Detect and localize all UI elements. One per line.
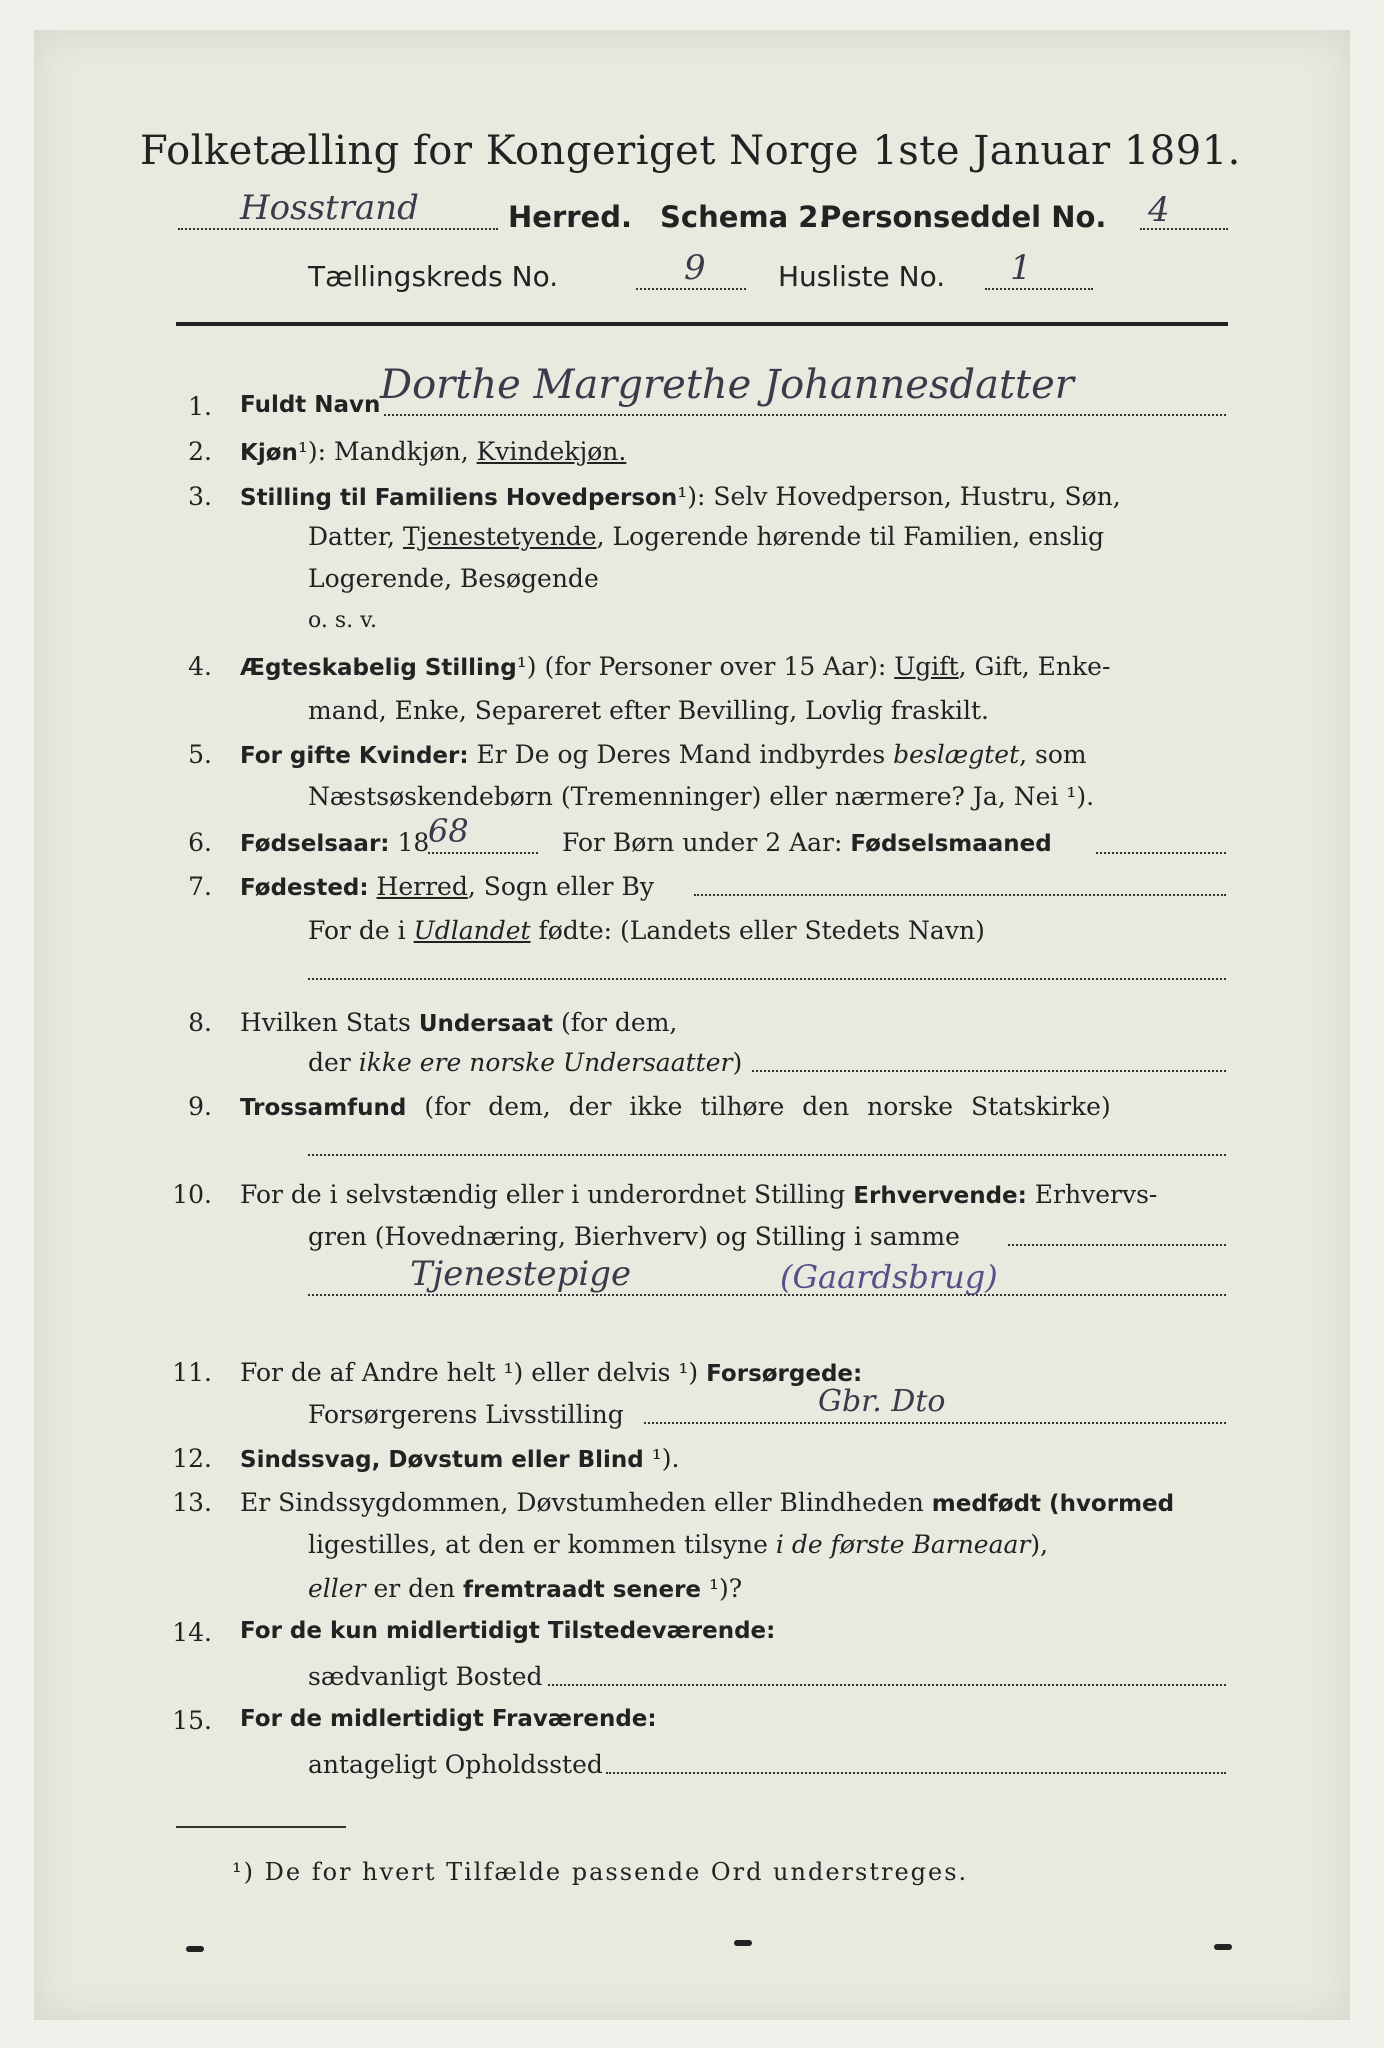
item-7-italic: Udlandet xyxy=(413,916,531,945)
form-title: Folketælling for Kongeriget Norge 1ste Januar 1891. xyxy=(140,128,1241,174)
header-rule xyxy=(176,322,1228,326)
item-7-dotline xyxy=(694,894,1226,896)
item-13-l2a: ligestilles, at den er kommen tilsyne xyxy=(308,1530,776,1559)
item-13-italic: i de første Barneaar xyxy=(775,1530,1031,1559)
item-14-label: For de kun midlertidigt Tilstedeværende: xyxy=(240,1618,776,1644)
item-6-line-b xyxy=(562,828,1052,857)
item-13-number: 13. xyxy=(172,1488,212,1517)
item-9-rest: (for dem, der ikke tilhøre den norske Statskirke) xyxy=(406,1092,1111,1121)
item-13-l3a: er den xyxy=(365,1574,464,1603)
item-3-line xyxy=(240,482,1121,511)
item-8-rest: (for dem, xyxy=(553,1008,678,1037)
item-9-label: Trossamfund xyxy=(240,1095,407,1121)
item-6-label: Fødselsaar: xyxy=(240,831,390,857)
item-8-line2: der ikke ere norske Undersaatter) xyxy=(308,1048,743,1077)
item-5-rest: Er De og Deres Mand indbyrdes xyxy=(468,740,894,769)
item-10-dotline2 xyxy=(308,1294,1226,1296)
item-2-label: Kjøn xyxy=(240,440,298,466)
item-3-line3: Logerende, Besøgende xyxy=(308,564,599,593)
item-7-number: 7. xyxy=(188,872,212,901)
item-7-line2 xyxy=(308,916,985,945)
item-3-rest: ¹): Selv Hovedperson, Hustru, Søn, xyxy=(677,482,1121,511)
item-3-l2a: Datter, xyxy=(308,522,403,551)
item-7-l2b: fødte: (Landets eller Stedets Navn) xyxy=(530,916,985,945)
item-10-number: 10. xyxy=(172,1180,212,1209)
item-14-dotline xyxy=(548,1684,1226,1686)
item-14-line2: sædvanligt Bosted xyxy=(308,1662,543,1691)
item-3-line4: o. s. v. xyxy=(308,608,377,633)
herred-label: Herred. xyxy=(508,200,632,234)
item-6-dotline xyxy=(428,852,538,854)
item-13-l3c: ¹)? xyxy=(701,1574,743,1603)
item-1-label: Fuldt Navn xyxy=(240,392,381,418)
item-15-number: 15. xyxy=(172,1706,212,1735)
item-5-rest2: , som xyxy=(1019,740,1087,769)
item-10-rest: Erhvervs- xyxy=(1026,1180,1158,1209)
item-2-line xyxy=(240,437,626,466)
personseddel-value: 4 xyxy=(1148,190,1170,230)
item-6-dotline2 xyxy=(1096,852,1226,854)
item-15-label: For de midlertidigt Fraværende: xyxy=(240,1706,657,1732)
item-7-label: Fødested: xyxy=(240,875,369,901)
item-8-number: 8. xyxy=(188,1008,212,1037)
item-3-label: Stilling til Familiens Hovedperson xyxy=(240,485,678,511)
item-2-choice: Kvindekjøn. xyxy=(476,437,627,466)
item-13-line xyxy=(240,1488,1174,1517)
item-3-choice: Tjenestetyende xyxy=(402,522,597,551)
husliste-label: Husliste No. xyxy=(778,260,946,293)
husliste-value: 1 xyxy=(1010,248,1032,288)
item-10-dotline xyxy=(1008,1244,1226,1246)
item-11-label: Forsørgede: xyxy=(706,1361,863,1387)
item-11-line2: Forsørgerens Livsstilling xyxy=(308,1400,624,1429)
item-5-number: 5. xyxy=(188,740,212,769)
footnote-rule xyxy=(176,1826,346,1828)
item-8-pre: Hvilken Stats xyxy=(240,1008,419,1037)
item-12-rest: ¹). xyxy=(643,1444,680,1473)
herred-value: Hosstrand xyxy=(240,188,419,228)
item-9-line xyxy=(240,1092,1111,1121)
item-3-number: 3. xyxy=(188,482,212,511)
item-12-line xyxy=(240,1444,679,1473)
item-14-number: 14. xyxy=(172,1618,212,1647)
item-2-rest: ¹): Mandkjøn, xyxy=(297,437,477,466)
edge-mark-right xyxy=(1214,1944,1232,1950)
edge-mark-left xyxy=(186,1946,204,1952)
item-13-l2b: ), xyxy=(1030,1530,1049,1559)
item-8-italic: ikke ere norske Undersaatter xyxy=(358,1048,733,1077)
item-5-label: For gifte Kvinder: xyxy=(240,743,469,769)
personseddel-dotline xyxy=(1140,228,1228,230)
item-10-pre: For de i selvstændig eller i underordnet Stilling xyxy=(240,1180,854,1209)
item-10-value: Tjenestepige xyxy=(410,1254,632,1294)
item-7-dotline2 xyxy=(308,978,1226,980)
item-10-line xyxy=(240,1180,1157,1209)
item-3-line2 xyxy=(308,522,1104,551)
husliste-dotline xyxy=(985,288,1093,290)
item-7-l2a: For de i xyxy=(308,916,414,945)
item-10-label: Erhvervende: xyxy=(853,1183,1027,1209)
item-8-l2a: der xyxy=(308,1048,359,1077)
personseddel-label: Personseddel No. xyxy=(820,200,1107,234)
schema-label: Schema 2. xyxy=(660,200,830,234)
item-15-line2: antageligt Opholdssted xyxy=(308,1750,603,1779)
item-11-dotline xyxy=(644,1422,1226,1424)
item-13-l3-bold: fremtraadt senere xyxy=(463,1577,702,1603)
item-4-rest: ¹) (for Personer over 15 Aar): xyxy=(516,652,895,681)
item-2-number: 2. xyxy=(188,437,212,466)
item-1-number: 1. xyxy=(188,392,212,421)
item-12-label: Sindssvag, Døvstum eller Blind xyxy=(240,1447,644,1473)
census-form-page xyxy=(34,30,1350,2020)
item-4-rest2: , Gift, Enke- xyxy=(958,652,1111,681)
item-9-dotline xyxy=(308,1154,1226,1156)
item-9-number: 9. xyxy=(188,1092,212,1121)
item-13-label: medfødt (hvormed xyxy=(931,1491,1175,1517)
item-4-label: Ægteskabelig Stilling xyxy=(240,655,517,681)
item-12-number: 12. xyxy=(172,1444,212,1473)
item-4-line2: mand, Enke, Separeret efter Bevilling, Lovlig fraskilt. xyxy=(308,696,989,725)
item-11-value: Gbr. Dto xyxy=(818,1384,946,1419)
item-4-number: 4. xyxy=(188,652,212,681)
item-15-dotline xyxy=(606,1772,1226,1774)
edge-mark-center xyxy=(734,1940,752,1946)
herred-dotline xyxy=(178,228,498,230)
item-10-line2: gren (Hovednæring, Bierhverv) og Stilling i samme xyxy=(308,1222,960,1251)
item-6-value: 68 xyxy=(428,812,469,850)
item-11-number: 11. xyxy=(172,1358,212,1387)
item-5-line2: Næstsøskendebørn (Tremenninger) eller nærmere? Ja, Nei ¹). xyxy=(308,782,1095,811)
item-1-dotline xyxy=(384,414,1226,416)
item-13-l3-italic: eller xyxy=(308,1574,366,1603)
item-7-rest: , Sogn eller By xyxy=(467,872,654,901)
taellingskreds-label: Tællingskreds No. xyxy=(308,260,559,293)
item-4-line xyxy=(240,652,1110,681)
item-1-value: Dorthe Margrethe Johannesdatter xyxy=(380,362,1074,408)
item-6-line xyxy=(240,828,429,857)
item-7-line xyxy=(240,872,654,901)
item-8-line xyxy=(240,1008,677,1037)
item-8-label: Undersaat xyxy=(418,1011,553,1037)
item-8-dotline xyxy=(752,1070,1226,1072)
item-6-label2: Fødselsmaaned xyxy=(850,831,1052,857)
item-13-line3 xyxy=(308,1574,742,1603)
item-5-line xyxy=(240,740,1087,769)
item-11-line xyxy=(240,1358,862,1387)
taellingskreds-value: 9 xyxy=(684,248,706,288)
item-11-pre: For de af Andre helt ¹) eller delvis ¹) xyxy=(240,1358,707,1387)
item-4-choice: Ugift xyxy=(894,652,959,681)
taellingskreds-dotline xyxy=(636,288,746,290)
item-10-value2: (Gaardsbrug) xyxy=(780,1258,998,1296)
item-6-number: 6. xyxy=(188,828,212,857)
item-13-pre: Er Sindssygdommen, Døvstumheden eller Blindheden xyxy=(240,1488,932,1517)
item-6-pre: 18 xyxy=(389,828,430,857)
footnote: ¹) De for hvert Tilfælde passende Ord understreges. xyxy=(232,1858,969,1886)
item-5-italic: beslægtet xyxy=(893,740,1020,769)
item-3-l2c: , Logerende hørende til Familien, enslig xyxy=(596,522,1105,551)
item-13-line2 xyxy=(308,1530,1048,1559)
item-7-choice: Herred xyxy=(376,872,468,901)
item-6-rest: For Børn under 2 Aar: xyxy=(562,828,851,857)
